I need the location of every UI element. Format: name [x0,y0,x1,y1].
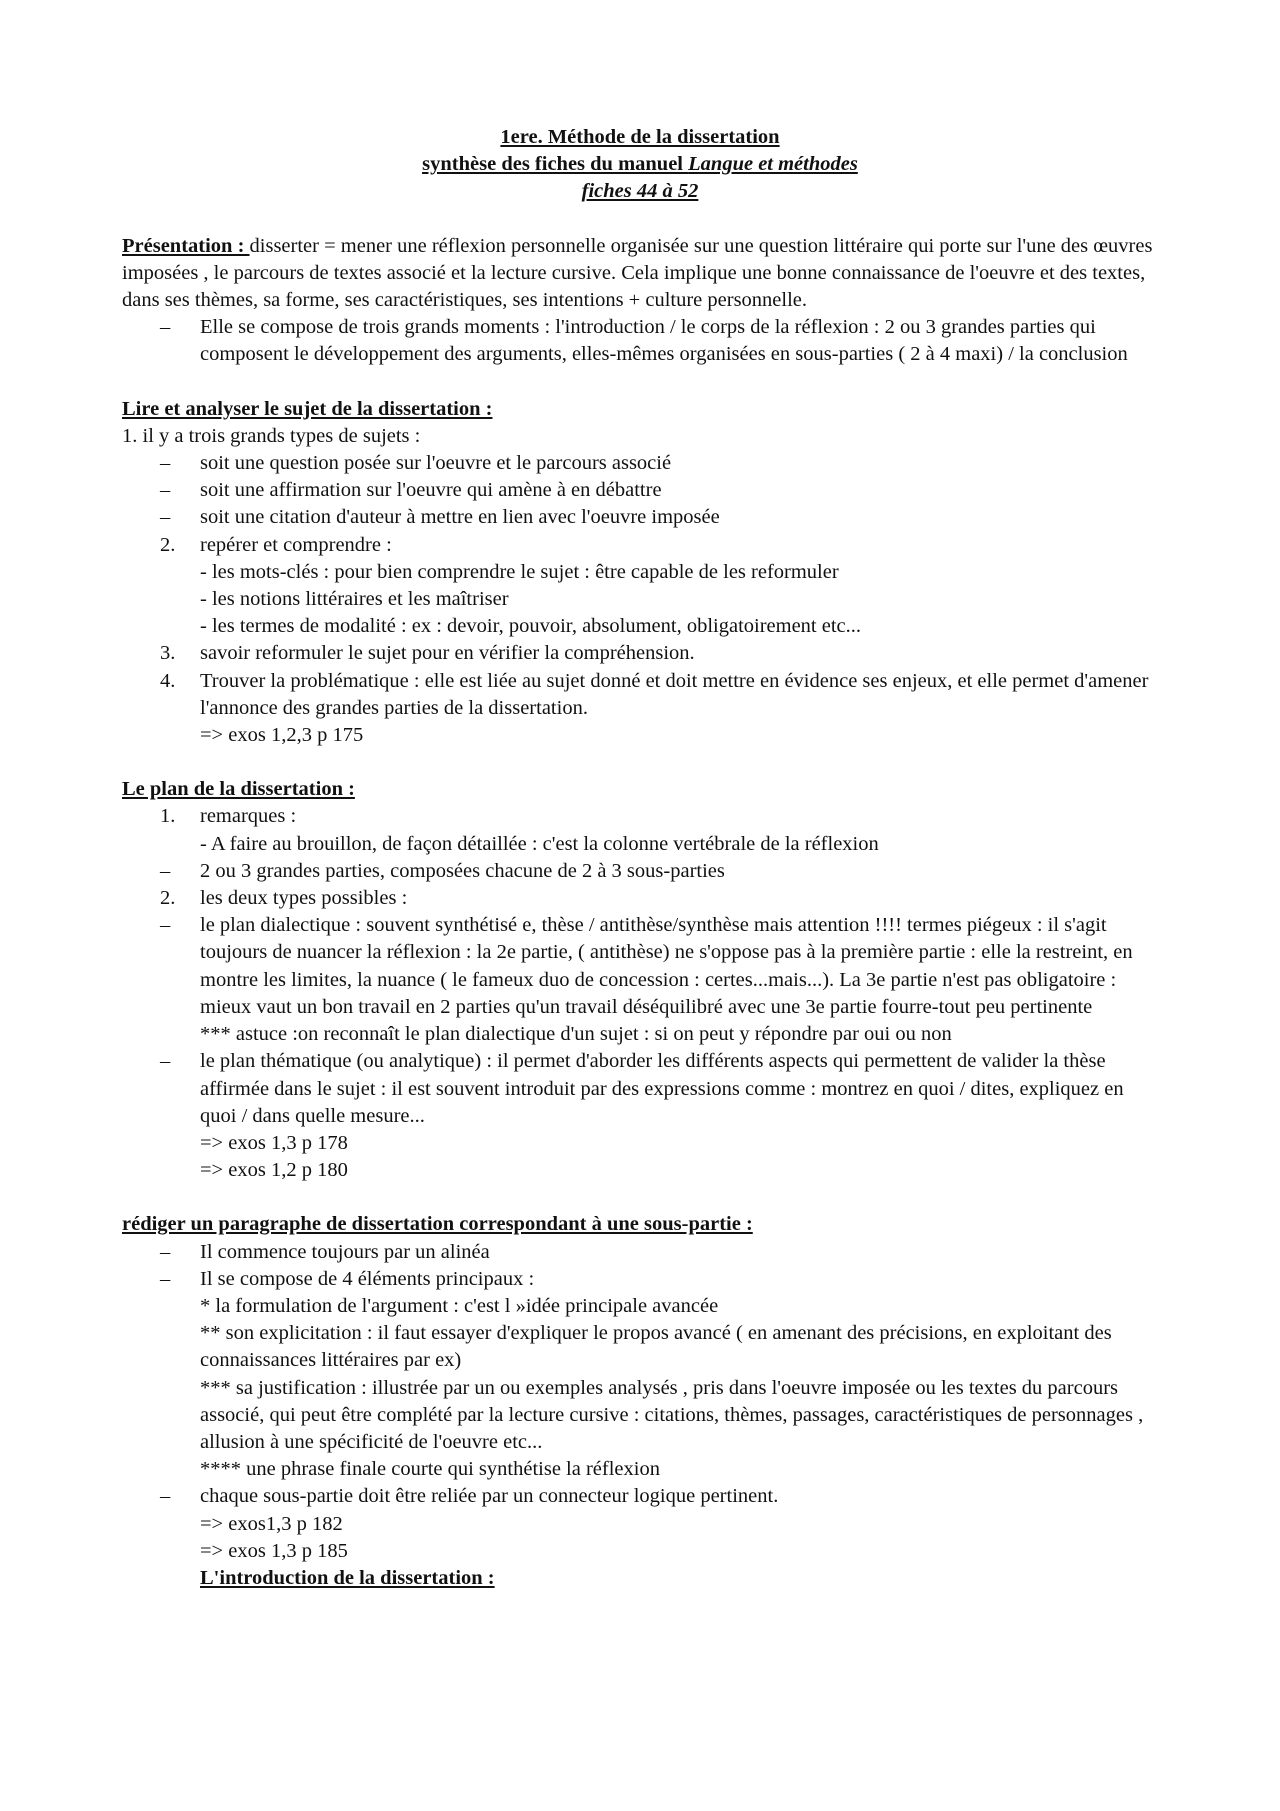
dash-marker: – [160,1050,171,1073]
presentation-heading: Présentation : [122,234,250,257]
dash-marker: – [160,859,171,882]
dash-marker: – [160,316,171,339]
dash-marker: – [160,479,171,502]
plan-heading: Le plan de la dissertation : [122,778,355,801]
title-line-1: 1ere. Méthode de la dissertation [500,126,780,148]
sujet-sub: - les mots-clés : pour bien comprendre le sujet : être capable de les reformuler [200,560,839,583]
paragraphe-bullet-2: Il se compose de 4 éléments principaux : [200,1267,535,1290]
dash-marker: – [160,1240,171,1263]
dash-marker: – [160,914,171,937]
list-number: 2. [160,533,176,556]
dash-marker: – [160,452,171,475]
list-item [122,1266,1158,1293]
sujet-item-3: savoir reformuler le sujet pour en vérifier la compréhension. [200,642,695,665]
list-item [122,450,1158,477]
list-item [122,803,1158,830]
list-item [122,1483,1158,1510]
paragraphe-exos-2: => exos 1,3 p 185 [200,1539,348,1562]
list-number: 2. [160,887,176,910]
list-item [122,477,1158,504]
title-line-2 [422,153,858,175]
paragraphe-element-3: *** sa justification : illustrée par un ou exemples analysés , pris dans l'oeuvre imposée ou les textes du parcours associé, qui peut être complété par la lecture cursive : citations, thèmes, passages, caractéristiques de personnages , allusion à une spécificité de l'oeuvre etc... [200,1376,1144,1453]
plan-item-2: les deux types possibles : [200,887,408,910]
presentation-bullet: Elle se compose de trois grands moments : l'introduction / le corps de la réflexion : 2 ou 3 grandes parties qui composent le développement des arguments, elles-mêmes organisées en sous-parties ( 2 à 4 maxi) / la conclusion [200,316,1128,366]
list-item [122,885,1158,912]
title-line-2-italic: Langue et méthodes [688,153,858,176]
title-line-2-prefix: synthèse des fiches du manuel [422,153,689,176]
dash-marker: – [160,1267,171,1290]
plan-astuce: *** astuce :on reconnaît le plan dialectique d'un sujet : si on peut y répondre par oui ou non [200,1023,952,1046]
list-number: 4. [160,669,176,692]
list-item [122,314,1158,368]
paragraphe-heading: rédiger un paragraphe de dissertation correspondant à une sous-partie : [122,1213,753,1236]
presentation-text: disserter = mener une réflexion personnelle organisée sur une question littéraire qui porte sur l'une des œuvres imposées , le parcours de textes associé et la lecture cursive. Cela implique une bonne connaissance de l'oeuvre et des textes, dans ses thèmes, sa forme, ses caractéristiques, ses intentions + culture personnelle. [122,234,1153,312]
sujet-type: soit une affirmation sur l'oeuvre qui amène à en débattre [200,479,662,502]
paragraphe-element-4: **** une phrase finale courte qui synthétise la réflexion [200,1458,660,1481]
sujet-type: soit une citation d'auteur à mettre en lien avec l'oeuvre imposée [200,506,720,529]
document-title [122,124,1158,206]
plan-bullet-1: 2 ou 3 grandes parties, composées chacune de 2 à 3 sous-parties [200,859,725,882]
list-item [122,912,1158,1021]
document-page [122,124,1158,1592]
sujet-sub: - les notions littéraires et les maîtriser [200,588,509,611]
title-line-3: fiches 44 à 52 [581,180,699,203]
sujet-type: soit une question posée sur l'oeuvre et le parcours associé [200,452,672,475]
list-item [122,504,1158,531]
sujet-heading: Lire et analyser le sujet de la dissertation : [122,397,493,420]
list-item [122,1239,1158,1266]
sujet-exos: => exos 1,2,3 p 175 [200,724,364,747]
dash-marker: – [160,1485,171,1508]
paragraphe-bullet-1: Il commence toujours par un alinéa [200,1240,490,1263]
paragraphe-element-1: * la formulation de l'argument : c'est l »idée principale avancée [200,1294,719,1317]
list-number: 3. [160,642,176,665]
paragraphe-bullet-3: chaque sous-partie doit être reliée par un connecteur logique pertinent. [200,1485,779,1508]
introduction-heading: L'introduction de la dissertation : [200,1566,495,1589]
plan-dialectique: le plan dialectique : souvent synthétisé e, thèse / antithèse/synthèse mais attention !!!! termes piégeux : il s'agit toujours de nuancer la réflexion : la 2e partie, ( antithèse) ne s'oppose pas à la première partie : elle la restreint, en montre les limites, la nuance ( le fameux duo de concession : certes...mais...). La 3e partie n'est pas obligatoire : mieux vaut un bon travail en 2 parties qu'un travail déséquilibré avec une 3e partie fourre-tout peu pertinente [200,914,1133,1018]
list-item [122,640,1158,667]
paragraphe-element-2: ** son explicitation : il faut essayer d'expliquer le propos avancé ( en amenant des précisions, en exploitant des connaissances littéraires par ex) [200,1322,1112,1372]
list-item [122,1048,1158,1130]
sujet-item-4: Trouver la problématique : elle est liée au sujet donné et doit mettre en évidence ses enjeux, et elle permet d'amener l'annonce des grandes parties de la dissertation. [200,669,1149,719]
list-item [122,668,1158,722]
dash-marker: – [160,506,171,529]
sujet-sub: - les termes de modalité : ex : devoir, pouvoir, absolument, obligatoirement etc... [200,615,862,638]
paragraphe-exos-1: => exos1,3 p 182 [200,1512,343,1535]
sujet-item-2: repérer et comprendre : [200,533,392,556]
list-number: 1. [160,805,176,828]
plan-exos-2: => exos 1,2 p 180 [200,1159,348,1182]
list-item [122,532,1158,559]
plan-item-1-sub: - A faire au brouillon, de façon détaillée : c'est la colonne vertébrale de la réflexion [200,832,879,855]
list-item [122,858,1158,885]
sujet-item-1: 1. il y a trois grands types de sujets : [122,424,421,447]
presentation-paragraph [122,233,1158,315]
plan-thematique: le plan thématique (ou analytique) : il permet d'aborder les différents aspects qui permettent de valider la thèse affirmée dans le sujet : il est souvent introduit par des expressions comme : montrez en quoi / dites, expliquez en quoi / dans quelle mesure... [200,1050,1124,1127]
plan-exos-1: => exos 1,3 p 178 [200,1131,348,1154]
plan-item-1: remarques : [200,805,297,828]
